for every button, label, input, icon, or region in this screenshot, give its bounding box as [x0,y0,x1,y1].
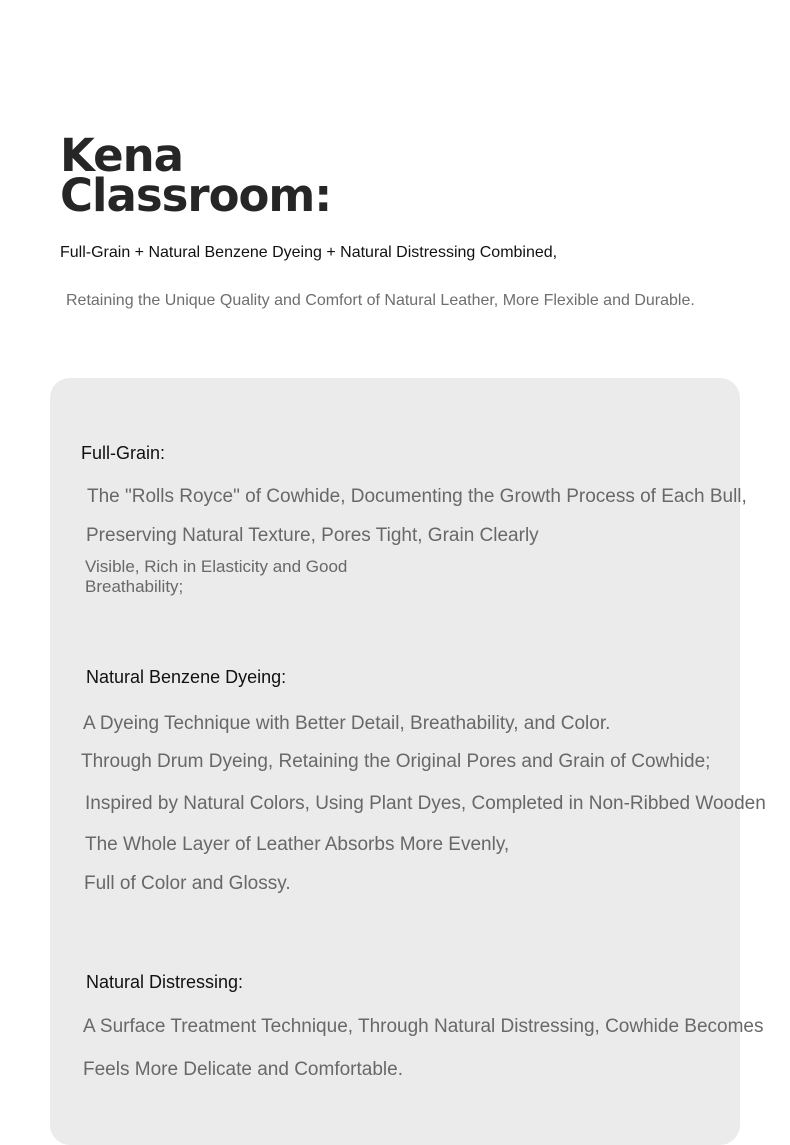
title-line-1: Kena [60,129,184,182]
dyeing-text-line: Full of Color and Glossy. [84,873,291,894]
distressing-text-line: A Surface Treatment Technique, Through Natural Distressing, Cowhide Becomes [83,1016,764,1037]
title-line-2: Classroom: [60,169,332,222]
section-heading-distressing: Natural Distressing: [86,972,244,992]
dyeing-text-line: A Dyeing Technique with Better Detail, Breathability, and Color. [83,713,611,734]
distressing-text-line: Feels More Delicate and Comfortable. [83,1059,403,1080]
dyeing-text-line: Inspired by Natural Colors, Using Plant Dyes, Completed in Non-Ribbed Wooden [85,793,766,814]
section-heading-dyeing: Natural Benzene Dyeing: [86,667,287,687]
full-grain-text-line: Breathability; [85,577,184,596]
dyeing-text-line: The Whole Layer of Leather Absorbs More Evenly, [85,834,510,855]
page-title [60,129,332,222]
subtitle: Full-Grain + Natural Benzene Dyeing + Natural Distressing Combined, [60,244,558,261]
dyeing-text-line: Through Drum Dyeing, Retaining the Original Pores and Grain of Cowhide; [81,751,711,772]
full-grain-text-line: Visible, Rich in Elasticity and Good [85,557,348,576]
section-heading-full-grain: Full-Grain: [81,443,166,463]
tagline: Retaining the Unique Quality and Comfort of Natural Leather, More Flexible and Durable. [66,292,695,309]
full-grain-text-line: The "Rolls Royce" of Cowhide, Documenting the Growth Process of Each Bull, [87,486,747,507]
full-grain-text-line: Preserving Natural Texture, Pores Tight, Grain Clearly [86,525,539,546]
